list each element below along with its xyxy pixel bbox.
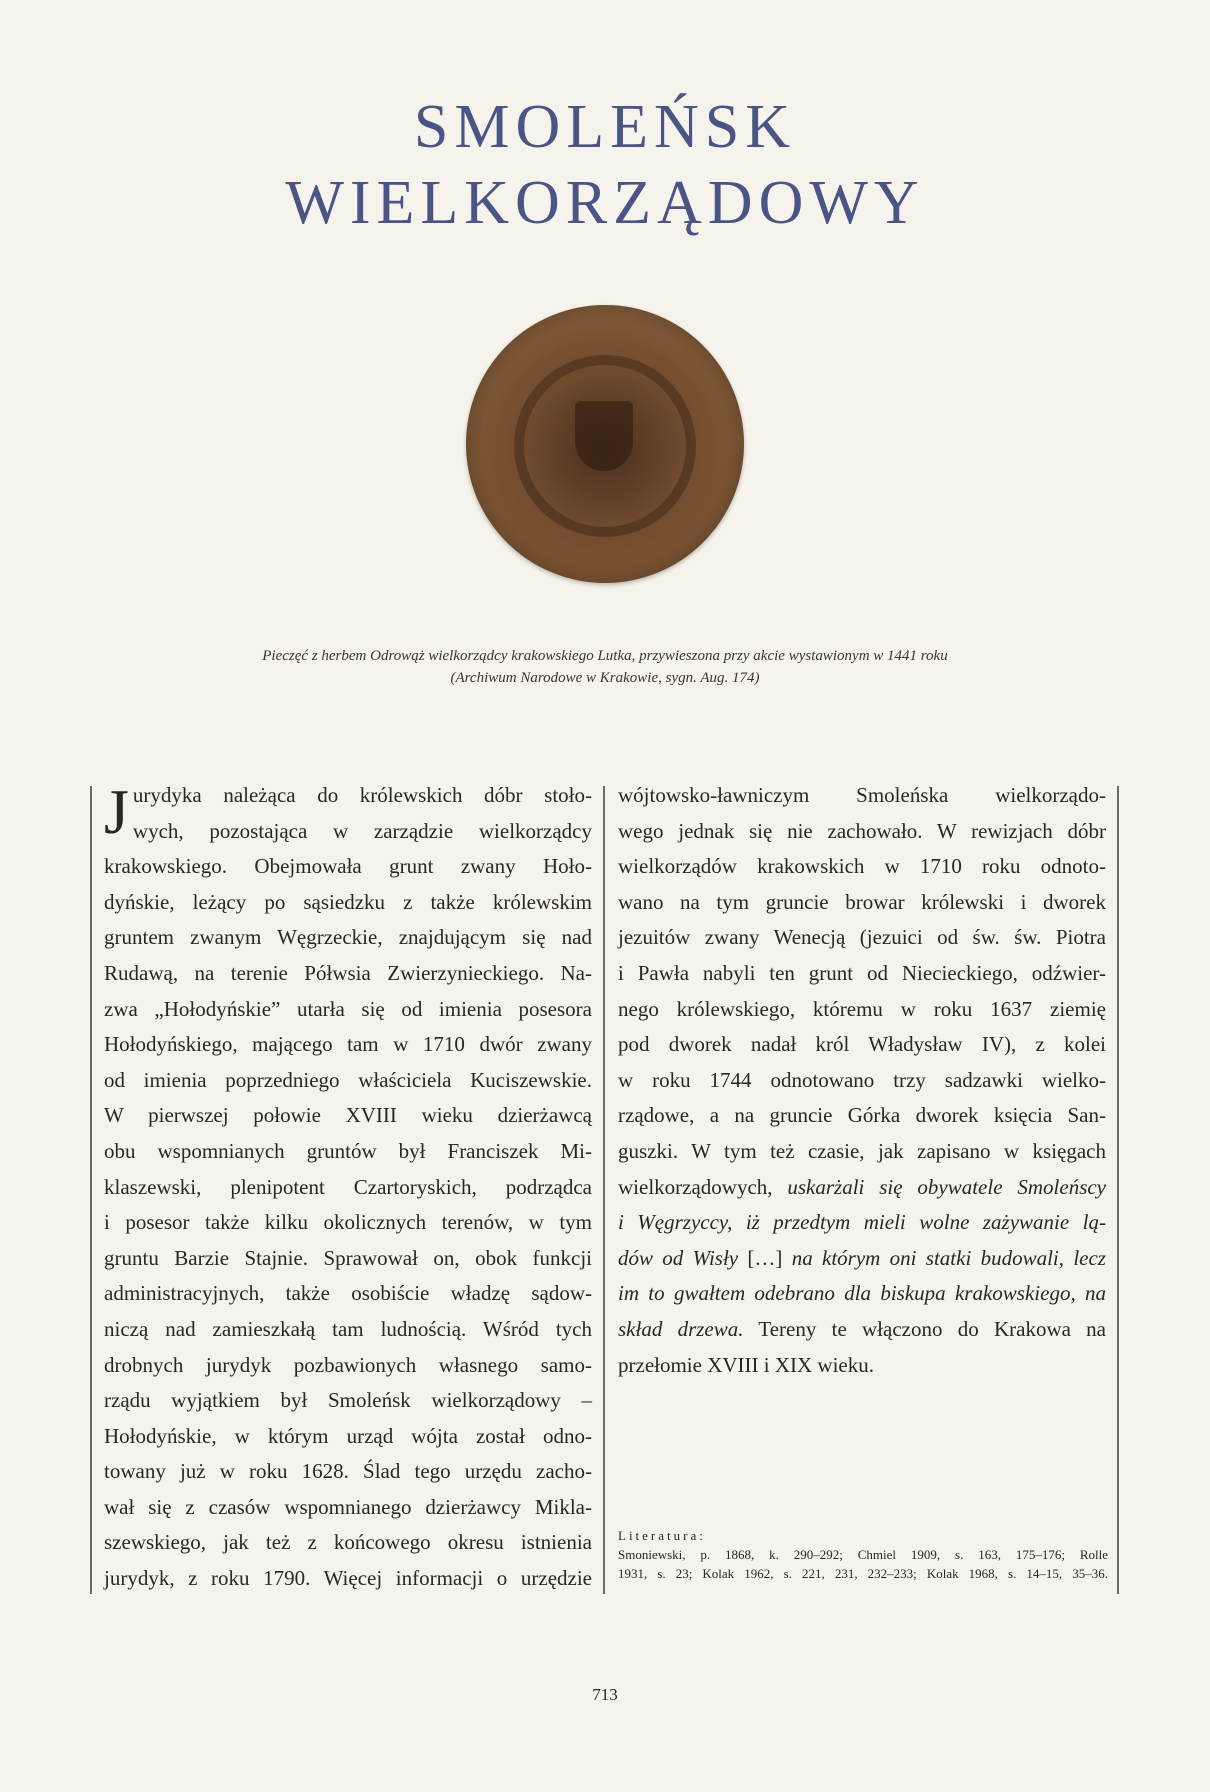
- text-column-right: [618, 778, 1106, 1383]
- text-line: od imienia poprzedniego właściciela Kuciszewskie.: [104, 1067, 592, 1092]
- text-line: obu wspomnianych gruntów był Franciszek Mi-: [104, 1138, 592, 1163]
- text-line: guszki. W tym też czasie, jak zapisano w księgach: [618, 1138, 1106, 1163]
- text-line: klaszewski, plenipotent Czartoryskich, podrządca: [104, 1174, 592, 1199]
- quote-segment: im to gwałtem odebrano dla biskupa krakowskiego, na: [618, 1281, 1106, 1306]
- text-line: wójtowsko-ławniczym Smoleńska wielkorządo-: [618, 783, 1106, 807]
- text-line: i posesor także kilku okolicznych terenów, w tym: [104, 1210, 592, 1235]
- text-line: [618, 1312, 1106, 1348]
- text-line: Rudawą, na terenie Półwsia Zwierzynieckiego. Na-: [104, 960, 592, 985]
- column-rule-middle: [603, 786, 605, 1594]
- quote-segment: dów od Wisły: [618, 1245, 748, 1270]
- text-line: towany już w roku 1628. Ślad tego urzędu zacho-: [104, 1459, 592, 1484]
- literature-label: Literatura:: [618, 1528, 706, 1543]
- quote-segment: uskarżali się obywatele Smoleńscy: [787, 1174, 1107, 1199]
- text-line: szewskiego, jak też z końcowego okresu istnienia: [104, 1530, 592, 1555]
- text-line: [618, 1205, 1106, 1241]
- text-line: wego jednak się nie zachowało. W rewizjach dóbr: [618, 818, 1106, 843]
- text-line: administracyjnych, także osobiście władzę sądow-: [104, 1281, 592, 1306]
- text-line: [618, 1276, 1106, 1312]
- text-segment: Tereny te włączono do Krakowa na: [743, 1316, 1106, 1341]
- text-line: Hołodyńskiego, mającego tam w 1710 dwór zwany: [104, 1032, 592, 1057]
- text-line: wał się z czasów wspomnianego dzierżawcy Mikla-: [104, 1494, 592, 1519]
- column-rule-right: [1117, 786, 1119, 1594]
- text-line: gruntu Barzie Stajnie. Sprawował on, obok funkcji: [104, 1245, 592, 1270]
- text-line: rządowe, a na gruncie Górka dworek księcia San-: [618, 1103, 1106, 1128]
- seal-caption: Pieczęć z herbem Odrowąż wielkorządcy krakowskiego Lutka, przywieszona przy akcie wystawionym w 1441 roku: [262, 648, 948, 664]
- literature-section: [618, 1526, 1108, 1583]
- quote-segment: skład drzewa.: [618, 1316, 744, 1341]
- text-line: gruntem zwanym Węgrzeckie, znajdującym się nad: [104, 925, 592, 950]
- quote-segment: na którym oni statki budowali, lecz: [791, 1245, 1106, 1270]
- seal-photo: [466, 305, 744, 583]
- text-line: niczą nad zamieszkałą tam ludnością. Wśród tych: [104, 1316, 592, 1341]
- text-line: [618, 1170, 1106, 1206]
- text-line: Hołodyńskie, w którym urząd wójta został odno-: [104, 1423, 592, 1448]
- seal-caption-source: (Archiwum Narodowe w Krakowie, sygn. Aug. 174): [450, 670, 760, 686]
- text-segment: wielkorządowych,: [618, 1174, 788, 1199]
- text-line: krakowskiego. Obejmowała grunt zwany Hoło-: [104, 854, 592, 879]
- text-line: wano na tym gruncie browar królewski i dworek: [618, 889, 1106, 914]
- text-line: jezuitów zwany Wenecją (jezuici od św. św. Piotra: [618, 925, 1106, 950]
- text-line: dyńskie, leżący po sąsiedzku z także królewskim: [104, 889, 592, 914]
- text-line: w roku 1744 odnotowano trzy sadzawki wielko-: [618, 1067, 1106, 1092]
- text-column-left: [104, 778, 592, 1597]
- text-line: wych, pozostająca w zarządzie wielkorządcy: [132, 818, 592, 843]
- drop-cap: J: [104, 776, 129, 847]
- text-line: [618, 1241, 1106, 1277]
- text-line: wielkorządów krakowskich w 1710 roku odnoto-: [618, 854, 1106, 879]
- text-line: urydyka należąca do królewskich dóbr stoło-: [132, 783, 592, 807]
- literature-line: 1931, s. 23; Kolak 1962, s. 221, 231, 232–233; Kolak 1968, s. 14–15, 35–36.: [618, 1566, 1108, 1581]
- literature-line: Smoniewski, p. 1868, k. 290–292; Chmiel 1909, s. 163, 175–176; Rolle: [618, 1547, 1108, 1562]
- seal-coat-of-arms: [575, 401, 633, 471]
- column-rule-left: [90, 786, 92, 1594]
- text-line: nego królewskiego, któremu w roku 1637 ziemię: [618, 996, 1106, 1021]
- text-line: zwa „Hołodyńskie” utarła się od imienia posesora: [104, 996, 592, 1021]
- page-number: 713: [592, 1685, 618, 1704]
- title-line-2: WIELKORZĄDOWY: [285, 169, 925, 237]
- text-line: W pierwszej połowie XVIII wieku dzierżawcą: [104, 1103, 592, 1128]
- title-line-1: SMOLEŃSK: [413, 93, 797, 161]
- text-line: jurydyk, z roku 1790. Więcej informacji o urzędzie: [104, 1566, 592, 1591]
- text-line: rządu wyjątkiem był Smoleńsk wielkorządowy –: [104, 1388, 592, 1413]
- text-line: pod dworek nadał król Władysław IV), z kolei: [618, 1032, 1106, 1057]
- wax-seal-image: [466, 305, 744, 583]
- ellipsis-segment: […]: [747, 1245, 792, 1270]
- text-line: i Pawła nabyli ten grunt od Niecieckiego, odźwier-: [618, 960, 1106, 985]
- quote-segment: i Węgrzyccy, iż przedtym mieli wolne zażywanie lą-: [618, 1210, 1106, 1235]
- text-line: drobnych jurydyk pozbawionych własnego samo-: [104, 1352, 592, 1377]
- text-line: przełomie XVIII i XIX wieku.: [618, 1352, 874, 1377]
